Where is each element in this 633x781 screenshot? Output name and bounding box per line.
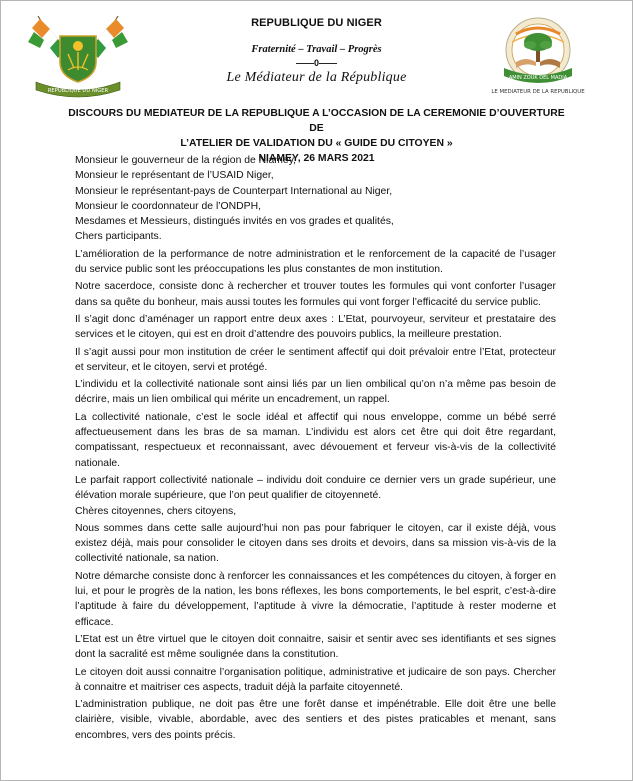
salutation-line: Monsieur le coordonnateur de l’ONDPH, <box>75 200 261 212</box>
paragraph: Le parfait rapport collectivité nationale – individu doit conduire ce dernier vers un grade supérieur, une élévation morale supérieure, que l’on peut qualifier de citoyenneté. <box>75 474 556 502</box>
motto-separator: ——0—— <box>295 58 337 68</box>
paragraph: Notre démarche consiste donc à renforcer les connaissances et les compétences du citoyen, à forger en lui, et pour le progrès de la nation, les bons réflexes, les bons comportements, le bel esprit, c’est-à-dire l’aptitude à faire du développement, l’aptitude à vivre la démocratie, l’aptitude à rester moderne et efficace. <box>75 570 556 628</box>
salutation-line: Chers participants. <box>75 231 162 243</box>
paragraph: La collectivité nationale, c’est le socle idéal et affectif qui nous enveloppe, comme un bébé serré affectueusement dans les bras de sa maman. L’individu est alors cet être qui doit être regardant, compatissant, respectueux et reconnaissant, avec dévouement et ferveur vis-à-vis de la collectivité nationale. <box>75 411 556 469</box>
speech-body <box>75 153 556 743</box>
coat-of-arms-ribbon-text: REPUBLIQUE DU NIGER <box>47 88 109 94</box>
title-line-2: L’ATELIER DE VALIDATION DU « GUIDE DU CITOYEN » <box>180 138 453 149</box>
institution-name: Le Médiateur de la République <box>226 70 407 85</box>
letterhead <box>0 0 633 100</box>
salutation-line: Monsieur le représentant-pays de Counterpart International au Niger, <box>75 185 393 197</box>
national-motto: Fraternité – Travail – Progrès <box>251 44 382 55</box>
title-line-3: NIAMEY, 26 MARS 2021 <box>258 153 375 164</box>
title-line-1: DISCOURS DU MEDIATEUR DE LA REPUBLIQUE A L’OCCASION DE LA CEREMONIE D’OUVERTURE DE <box>68 108 565 134</box>
paragraph: Le citoyen doit aussi connaitre l’organisation politique, administrative et judicaire de son pays. Chercher à connaitre et maitriser ces aspects, traduit déjà la parfaite citoyenneté. <box>75 666 556 693</box>
paragraph: L’administration publique, ne doit pas être une forêt danse et impénétrable. Elle doit être une belle clairière, visible, vivable, abordable, avec des sentiers et des pistes praticables et menant, sans encombres, vers des points précis. <box>75 699 556 741</box>
salutation-line: Mesdames et Messieurs, distingués invités en vos grades et qualités, <box>75 216 394 228</box>
paragraph: Il s’agit aussi pour mon institution de créer le sentiment affectif qui doit prévaloir entre l’Etat, protecteur et serviteur, et le citoyen, servi et protégé. <box>75 346 556 373</box>
republic-name: REPUBLIQUE DU NIGER <box>251 17 382 29</box>
salutation-line: Monsieur le gouverneur de la région de Niamey, <box>75 155 297 166</box>
paragraph: Chères citoyennes, chers citoyens, <box>75 505 237 517</box>
paragraph: L’individu et la collectivité nationale sont ainsi liés par un lien ombilical qu’on n’a même pas besoin de décrire, mais un lien ombilical qui mérite un encadrement, un rappel. <box>75 379 556 406</box>
paragraph: Nous sommes dans cette salle aujourd’hui non pas pour fabriquer le citoyen, car il existe déjà, vous existez déjà, mais pour consolider le citoyen dans ses droits et devoirs, dans sa mission vis-à-vis de la collectivité nationale, sa nation. <box>75 522 556 565</box>
mediator-logo-icon <box>490 12 586 98</box>
logo-banner-text: AMIN ZOUK DEL MADIA <box>508 75 568 81</box>
paragraph: L’amélioration de la performance de notre administration et le renforcement de la capacité de l’usager du service public sont les préoccupations les plus constantes de mon institution. <box>75 248 556 276</box>
logo-caption: LE MEDIATEUR DE LA REPUBLIQUE <box>491 89 585 95</box>
paragraph: L’Etat est un être virtuel que le citoyen doit connaitre, saisir et sentir avec ses identifiants et ses signes dont la sacralité est même soulignée dans la constitution. <box>75 633 556 661</box>
paragraph: Notre sacerdoce, consiste donc à rechercher et trouver toutes les formules qui vont conforter l’usager dans sa quête du bonheur, mais aussi toutes les formules qui vont forger l’efficacité du service public. <box>75 281 556 308</box>
salutation-line: Monsieur le représentant de l’USAID Niger, <box>75 170 274 182</box>
paragraph: Il s’agit donc d’aménager un rapport entre deux axes : L’Etat, pourvoyeur, serviteur et prestataire des services et le citoyen, qui est en droit d’attendre des pouvoirs publics, la meilleure prestation. <box>75 313 556 341</box>
